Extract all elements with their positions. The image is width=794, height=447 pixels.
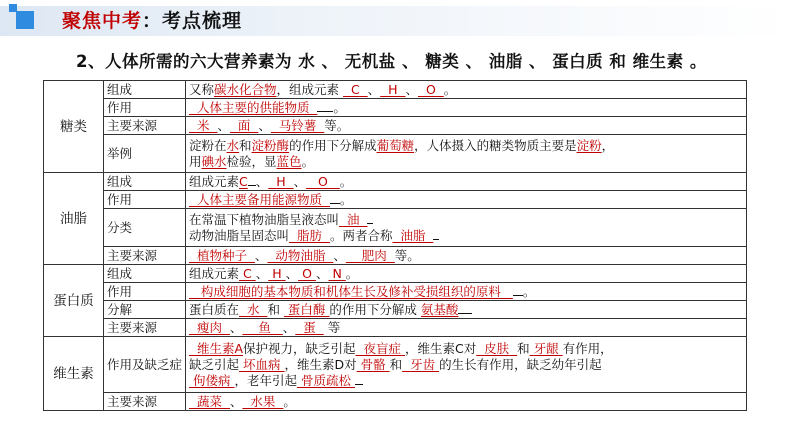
- row-content: 组成元素 C 、 H 、 O 、 N 。: [186, 265, 747, 283]
- table-row: [44, 247, 747, 265]
- table-row: [44, 283, 747, 301]
- table-row: [44, 135, 747, 173]
- row-label: 作用: [104, 283, 186, 301]
- table-row: [44, 99, 747, 117]
- row-label: 组成: [104, 265, 186, 283]
- table-row: [44, 265, 747, 283]
- row-content: 植物种子 、 动物油脂 、 肥肉 等。: [186, 247, 747, 265]
- table-row: [44, 117, 747, 135]
- row-content: 瘦肉 、 鱼 、 蛋 等: [186, 319, 747, 337]
- row-content: 人体主要的供能物质 。: [186, 99, 747, 117]
- header: [0, 0, 794, 40]
- row-label: 主要来源: [104, 247, 186, 265]
- row-content: 人体主要备用能源物质 。: [186, 191, 747, 209]
- category-oil: 油脂: [44, 173, 104, 265]
- table-row: [44, 319, 747, 337]
- row-label: 举例: [104, 135, 186, 173]
- intro-text: 2、人体所需的六大营养素为 水 、 无机盐 、 糖类 、 油脂 、 蛋白质 和 维生素 。: [76, 52, 707, 71]
- nutrient-table: [43, 80, 747, 411]
- logo-square-icon: [16, 11, 34, 29]
- category-vitamin: 维生素: [44, 337, 104, 411]
- row-content: 米 、 面 、 马铃薯 等。: [186, 117, 747, 135]
- table-row: [44, 301, 747, 319]
- row-label: 作用及缺乏症: [104, 337, 186, 393]
- row-content: 组成元素C 、 H 、 O 。: [186, 173, 747, 191]
- table-row: [44, 173, 747, 191]
- category-sugar: 糖类: [44, 81, 104, 173]
- row-label: 主要来源: [104, 319, 186, 337]
- row-label: 组成: [104, 173, 186, 191]
- table-row: [44, 81, 747, 99]
- row-label: 主要来源: [104, 117, 186, 135]
- row-content: 淀粉在水和淀粉酶的作用下分解成葡萄糖，人体摄入的糖类物质主要是淀粉， 用碘水检验，显蓝色。: [186, 135, 747, 173]
- page-title: 聚焦中考：考点梳理: [62, 10, 243, 32]
- row-content: 蛋白质在 水 和 蛋白酶 的作用下分解成 氨基酸: [186, 301, 747, 319]
- row-label: 作用: [104, 99, 186, 117]
- table-row: [44, 209, 747, 247]
- row-label: 分类: [104, 209, 186, 247]
- table-row: [44, 337, 747, 393]
- row-content: 维生素A保护视力，缺乏引起 夜盲症 ，维生素C对 皮肤 和 牙龈 有作用， 缺乏引起 坏血病 ，维生素D对 骨骼 和 牙齿 的生长有作用，缺乏幼年引起 佝偻病 ，老年引起 骨质疏松: [186, 337, 747, 393]
- row-label: 分解: [104, 301, 186, 319]
- table-row: [44, 191, 747, 209]
- row-label: 主要来源: [104, 393, 186, 411]
- row-content: 构成细胞的基本物质和机体生长及修补受损组织的原料 。: [186, 283, 747, 301]
- row-label: 组成: [104, 81, 186, 99]
- row-content: 又称碳水化合物，组成元素 C 、 H 、 O 。: [186, 81, 747, 99]
- row-content: 蔬菜 、 水果 。: [186, 393, 747, 411]
- category-protein: 蛋白质: [44, 265, 104, 337]
- row-label: 作用: [104, 191, 186, 209]
- row-content: 在常温下植物油脂呈液态叫 油 动物油脂呈固态叫 脂肪 。两者合称 油脂: [186, 209, 747, 247]
- table-row: [44, 393, 747, 411]
